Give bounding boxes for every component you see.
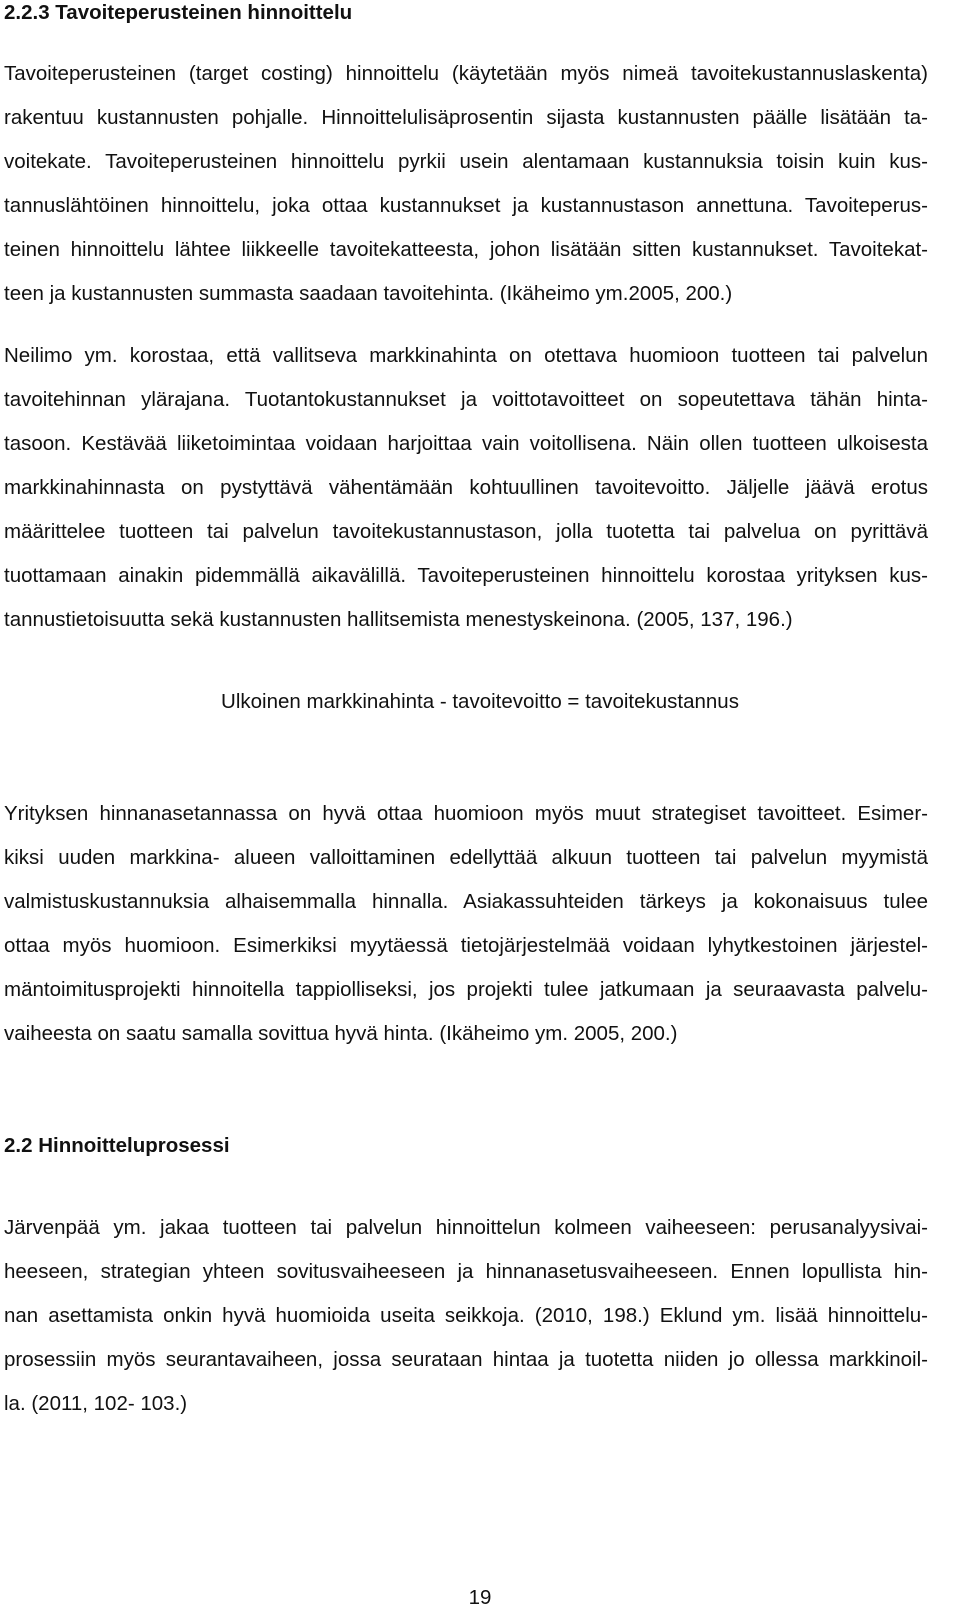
text-line: teinen hinnoittelu lähtee liikkeelle tavoitekatteesta, johon lisätään sitten kustannukset. Tavoitekat- (4, 238, 928, 261)
text-line: tannuslähtöinen hinnoittelu, joka ottaa kustannukset ja kustannustason annettuna. Tavoiteperus- (4, 194, 928, 217)
text-line: prosessiin myös seurantavaiheen, jossa seurataan hintaa ja tuotetta niiden jo ollessa markkinoil- (4, 1348, 928, 1371)
formula: Ulkoinen markkinahinta - tavoitevoitto = tavoitekustannus (221, 690, 739, 713)
text-line: Neilimo ym. korostaa, että vallitseva markkinahinta on otettava huomioon tuotteen tai palvelun (4, 344, 928, 367)
page-number: 19 (468, 1586, 492, 1609)
text-line: tannustietoisuutta sekä kustannusten hallitsemista menestyskeinona. (2005, 137, 196.) (4, 608, 793, 631)
text-line: nan asettamista onkin hyvä huomioida useita seikkoja. (2010, 198.) Eklund ym. lisää hinnoittelu- (4, 1304, 928, 1327)
text-line: teen ja kustannusten summasta saadaan tavoitehinta. (Ikäheimo ym.2005, 200.) (4, 282, 733, 305)
text-line: Järvenpää ym. jakaa tuotteen tai palvelun hinnoittelun kolmeen vaiheeseen: perusanalyysivai- (4, 1216, 928, 1239)
text-line: tavoitehinnan ylärajana. Tuotantokustannukset ja voittotavoitteet on sopeutettava tähän hinta- (4, 388, 928, 411)
text-line: Tavoiteperusteinen (target costing) hinnoittelu (käytetään myös nimeä tavoitekustannuslaskenta) (4, 62, 928, 85)
text-line: ottaa myös huomioon. Esimerkiksi myytäessä tietojärjestelmää voidaan lyhytkestoinen järjestel- (4, 934, 928, 957)
text-line: mäntoimitusprojekti hinnoitella tappiolliseksi, jos projekti tulee jatkumaan ja seuraavasta palvelu- (4, 978, 928, 1001)
text-line: määrittelee tuotteen tai palvelun tavoitekustannustason, jolla tuotetta tai palvelua on pyrittävä (4, 520, 928, 543)
text-line: vaiheesta on saatu samalla sovittua hyvä hinta. (Ikäheimo ym. 2005, 200.) (4, 1022, 678, 1045)
text-line: heeseen, strategian yhteen sovitusvaiheeseen ja hinnanasetusvaiheeseen. Ennen lopullista hin- (4, 1260, 928, 1283)
text-line: valmistuskustannuksia alhaisemmalla hinnalla. Asiakassuhteiden tärkeys ja kokonaisuus tulee (4, 890, 928, 913)
text-line: voitekate. Tavoiteperusteinen hinnoittelu pyrkii usein alentamaan kustannuksia toisin kuin kus- (4, 150, 928, 173)
text-line: tasoon. Kestävää liiketoimintaa voidaan harjoittaa vain voitollisena. Näin ollen tuotteen ulkoisesta (4, 432, 928, 455)
subsection-heading: 2.2 Hinnoitteluprosessi (4, 1134, 230, 1157)
text-line: la. (2011, 102- 103.) (4, 1392, 188, 1415)
text-line: Yrityksen hinnanasetannassa on hyvä ottaa huomioon myös muut strategiset tavoitteet. Esimer- (4, 802, 928, 825)
text-line: tuottamaan ainakin pidemmällä aikavälillä. Tavoiteperusteinen hinnoittelu korostaa yrityksen kus- (4, 564, 928, 587)
section-heading: 2.2.3 Tavoiteperusteinen hinnoittelu (4, 1, 353, 24)
text-line: rakentuu kustannusten pohjalle. Hinnoittelulisäprosentin sijasta kustannusten päälle lisätään ta- (4, 106, 928, 129)
text-line: kiksi uuden markkina- alueen valloittaminen edellyttää alkuun tuotteen tai palvelun myymistä (4, 846, 928, 869)
text-line: markkinahinnasta on pystyttävä vähentämään kohtuullinen tavoitevoitto. Jäljelle jäävä erotus (4, 476, 928, 499)
